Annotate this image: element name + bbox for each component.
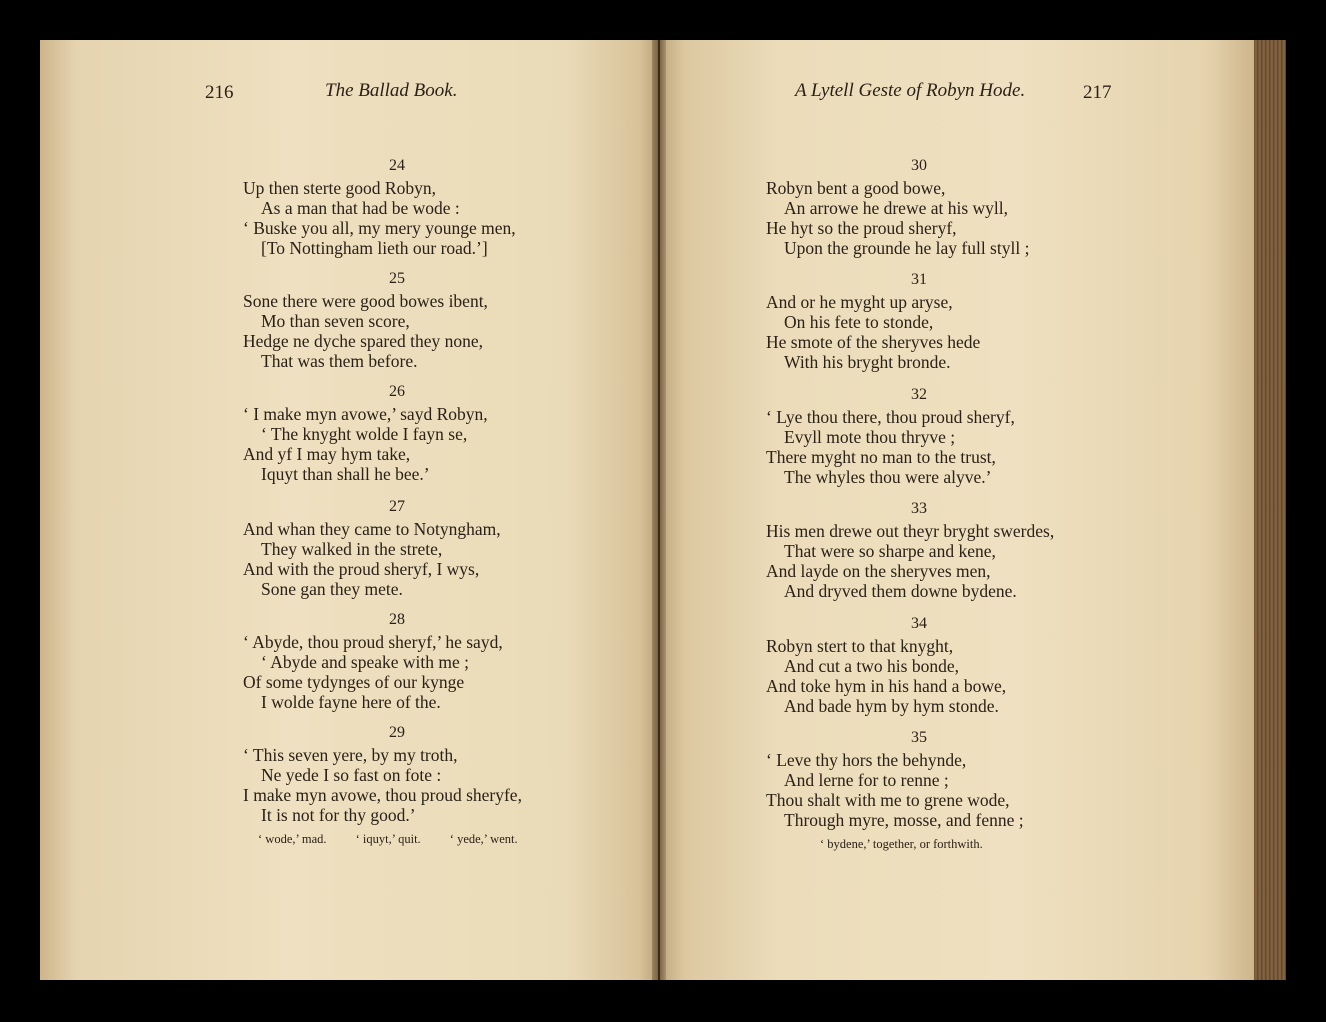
- stanza-number: 27: [389, 498, 405, 515]
- verse-line: ‘ Abyde, thou proud sheryf,’ he sayd,: [243, 632, 503, 652]
- stanza: [766, 157, 1030, 258]
- verse-line: They walked in the strete,: [261, 539, 443, 559]
- stanza-number: 30: [911, 157, 927, 174]
- verse-line: And lerne for to renne ;: [784, 770, 949, 790]
- verse-line: Robyn stert to that knyght,: [766, 636, 954, 656]
- verse-line: Through myre, mosse, and fenne ;: [784, 810, 1024, 830]
- verse-line: Evyll mote thou thryve ;: [784, 427, 956, 447]
- verse-line: Mo than seven score,: [261, 311, 410, 331]
- verse-line: And whan they came to Notyngham,: [243, 519, 501, 539]
- stanza: [243, 611, 503, 712]
- stanza: [766, 729, 1024, 830]
- stanza-number: 26: [389, 383, 405, 400]
- stanza-number: 34: [911, 615, 927, 632]
- verse-line: And or he myght up aryse,: [766, 292, 953, 312]
- verse-line: Of some tydynges of our kynge: [243, 672, 465, 692]
- stanza: [243, 270, 488, 371]
- stanza: [243, 383, 488, 484]
- book-gutter: [652, 40, 666, 980]
- stanza-number: 25: [389, 270, 405, 287]
- verse-line: Hedge ne dyche spared they none,: [243, 331, 484, 351]
- verse-line: ‘ Lye thou there, thou proud sheryf,: [766, 407, 1015, 427]
- right-running-title: A Lytell Geste of Robyn Hode.: [795, 80, 1026, 101]
- verse-line: I wolde fayne here of the.: [261, 692, 441, 712]
- stanza-number: 33: [911, 500, 927, 517]
- stanza-number: 24: [389, 157, 405, 174]
- stanza: [766, 615, 1007, 716]
- verse-line: [To Nottingham lieth our road.’]: [261, 238, 488, 258]
- footnote: ‘ iquyt,’ quit.: [355, 832, 421, 846]
- verse-line: And with the proud sheryf, I wys,: [243, 559, 480, 579]
- stanza-number: 32: [911, 386, 927, 403]
- verse-line: That were so sharpe and kene,: [784, 541, 996, 561]
- stanza: [243, 157, 516, 258]
- verse-line: His men drewe out theyr bryght swerdes,: [766, 521, 1055, 541]
- verse-line: Sone there were good bowes ibent,: [243, 291, 488, 311]
- verse-line: There myght no man to the trust,: [766, 447, 996, 467]
- verse-line: And bade hym by hym stonde.: [784, 696, 999, 716]
- verse-line: ‘ The knyght wolde I fayn se,: [261, 424, 468, 444]
- verse-line: Iquyt than shall he bee.’: [261, 464, 430, 484]
- footnote: ‘ wode,’ mad.: [258, 832, 327, 846]
- verse-line: He smote of the sheryves hede: [766, 332, 981, 352]
- open-book: [40, 40, 1286, 980]
- stanza: [243, 498, 501, 599]
- left-footnotes: [258, 832, 544, 847]
- verse-line: ‘ This seven yere, by my troth,: [243, 745, 458, 765]
- verse-line: Sone gan they mete.: [261, 579, 403, 599]
- left-page-number: 216: [205, 82, 234, 103]
- right-page-number: 217: [1083, 82, 1112, 103]
- stanza-number: 29: [389, 724, 405, 741]
- verse-line: The whyles thou were alyve.’: [784, 467, 992, 487]
- verse-line: Thou shalt with me to grene wode,: [766, 790, 1010, 810]
- verse-line: Upon the grounde he lay full styll ;: [784, 238, 1030, 258]
- verse-line: As a man that had be wode :: [261, 198, 460, 218]
- stanza-number: 35: [911, 729, 927, 746]
- verse-line: And layde on the sheryves men,: [766, 561, 991, 581]
- verse-line: An arrowe he drewe at his wyll,: [784, 198, 1009, 218]
- verse-line: With his bryght bronde.: [784, 352, 951, 372]
- verse-line: ‘ Abyde and speake with me ;: [261, 652, 470, 672]
- stanza: [766, 500, 1055, 601]
- stanza-number: 31: [911, 271, 927, 288]
- verse-line: And cut a two his bonde,: [784, 656, 959, 676]
- verse-line: ‘ Buske you all, my mery younge men,: [243, 218, 516, 238]
- stanza-number: 28: [389, 611, 405, 628]
- verse-line: On his fete to stonde,: [784, 312, 934, 332]
- left-running-title: The Ballad Book.: [325, 80, 458, 101]
- verse-line: He hyt so the proud sheryf,: [766, 218, 957, 238]
- stanza: [766, 386, 1015, 487]
- footnote: ‘ bydene,’ together, or forthwith.: [820, 837, 983, 851]
- verse-line: ‘ I make myn avowe,’ sayd Robyn,: [243, 404, 488, 424]
- verse-line: It is not for thy good.’: [261, 805, 416, 825]
- right-footnotes: [820, 837, 1009, 852]
- verse-line: ‘ Leve thy hors the behynde,: [766, 750, 967, 770]
- stanza: [766, 271, 981, 372]
- page-edges: [1254, 40, 1286, 980]
- verse-line: And dryved them downe bydene.: [784, 581, 1017, 601]
- verse-line: And toke hym in his hand a bowe,: [766, 676, 1007, 696]
- verse-line: I make myn avowe, thou proud sheryfe,: [243, 785, 522, 805]
- verse-line: Ne yede I so fast on fote :: [261, 765, 442, 785]
- stanza: [243, 724, 522, 825]
- verse-line: Up then sterte good Robyn,: [243, 178, 436, 198]
- verse-line: Robyn bent a good bowe,: [766, 178, 946, 198]
- verse-line: And yf I may hym take,: [243, 444, 411, 464]
- verse-line: That was them before.: [261, 351, 418, 371]
- footnote: ‘ yede,’ went.: [449, 832, 518, 846]
